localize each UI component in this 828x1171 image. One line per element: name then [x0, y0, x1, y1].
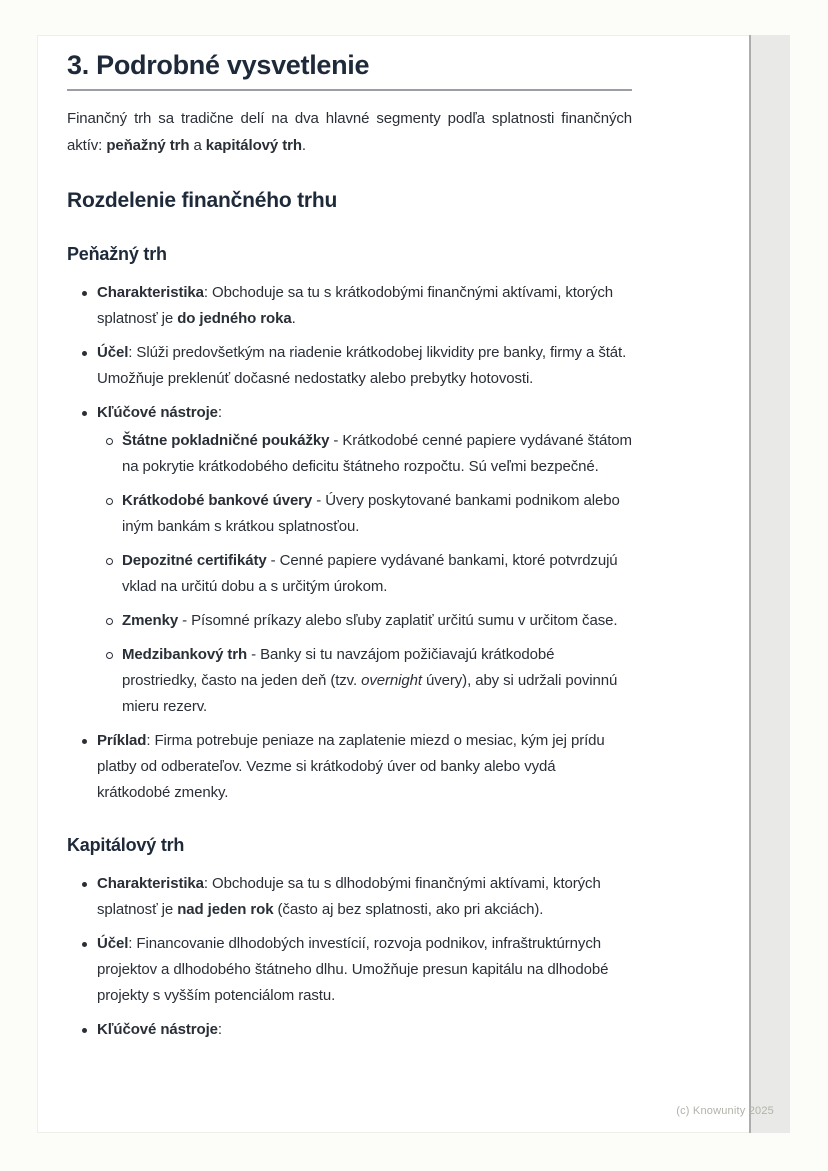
sub-list-item-medzibankovy-trh	[67, 642, 632, 720]
sub-list-item-zmenky	[67, 608, 632, 634]
subsection-heading-penazny: Peňažný trh	[67, 244, 167, 264]
list-item-text: Depozitné certifikáty - Cenné papiere vydávané bankami, ktoré potvrdzujú vklad na určitú dobu a s určitým úrokom.	[122, 552, 618, 595]
title-underline	[67, 89, 632, 91]
sub-list-nastroje	[67, 428, 632, 720]
list-item-charakteristika	[67, 871, 632, 923]
list-item-text: Štátne pokladničné poukážky - Krátkodobé cenné papiere vydávané štátom na pokrytie krátkodobého deficitu štátneho rozpočtu. Sú veľmi bezpečné.	[122, 432, 632, 475]
section-heading-rozdelenie: Rozdelenie finančného trhu	[67, 189, 338, 212]
list-item-ucel	[67, 931, 632, 1009]
list-item-ucel	[67, 340, 632, 392]
list-item-text: Medzibankový trh - Banky si tu navzájom požičiavajú krátkodobé prostriedky, často na jeden deň (tzv. overnight úvery), aby si udržali povinnú mieru rezerv.	[122, 646, 618, 715]
list-item-text: Charakteristika: Obchoduje sa tu s krátkodobými finančnými aktívami, ktorých splatnosť je do jedného roka.	[97, 284, 613, 327]
subsection-heading-kapitalovy: Kapitálový trh	[67, 835, 185, 855]
list-item-text: Kľúčové nástroje:	[97, 404, 222, 421]
bullet-list-penazny	[67, 280, 632, 806]
sub-list-item-statne-poukazky	[67, 428, 632, 480]
page-edge-strip	[749, 35, 790, 1133]
page-title: 3. Podrobné vysvetlenie	[67, 50, 370, 80]
page	[37, 35, 790, 1133]
list-item-text: Príklad: Firma potrebuje peniaze na zaplatenie miezd o mesiac, kým jej prídu platby od odberateľov. Vezme si krátkodobý úver od banky alebo vydá krátkodobé zmenky.	[97, 732, 605, 801]
list-item-text: Účel: Slúži predovšetkým na riadenie krátkodobej likvidity pre banky, firmy a štát. Umožňuje preklenúť dočasné nedostatky alebo prebytky hotovosti.	[97, 344, 627, 387]
list-item-klucove-nastroje	[67, 1017, 632, 1043]
sub-list-item-bankove-uvery	[67, 488, 632, 540]
page-content	[67, 48, 632, 1043]
intro-paragraph: Finančný trh sa tradične delí na dva hlavné segmenty podľa splatnosti finančných aktív: peňažný trh a kapitálový trh.	[67, 110, 632, 154]
list-item-text: Krátkodobé bankové úvery - Úvery poskytované bankami podnikom alebo iným bankám s krátkou splatnosťou.	[122, 492, 620, 535]
list-item-text: Účel: Financovanie dlhodobých investícií, rozvoja podnikov, infraštruktúrnych projektov a dlhodobého štátneho dlhu. Umožňuje presun kapitálu na dlhodobé projekty s vyšším potenciálom rastu.	[97, 935, 609, 1004]
list-item-text: Charakteristika: Obchoduje sa tu s dlhodobými finančnými aktívami, ktorých splatnosť je nad jeden rok (často aj bez splatnosti, ako pri akciách).	[97, 875, 601, 918]
list-item-charakteristika	[67, 280, 632, 332]
bullet-list-kapitalovy	[67, 871, 632, 1043]
sub-list-item-depozitne-certifikaty	[67, 548, 632, 600]
list-item-klucove-nastroje	[67, 400, 632, 720]
watermark: (c) Knowunity 2025	[676, 1105, 774, 1117]
list-item-text: Kľúčové nástroje:	[97, 1021, 222, 1038]
list-item-priklad	[67, 728, 632, 806]
list-item-text: Zmenky - Písomné príkazy alebo sľuby zaplatiť určitú sumu v určitom čase.	[122, 612, 618, 629]
